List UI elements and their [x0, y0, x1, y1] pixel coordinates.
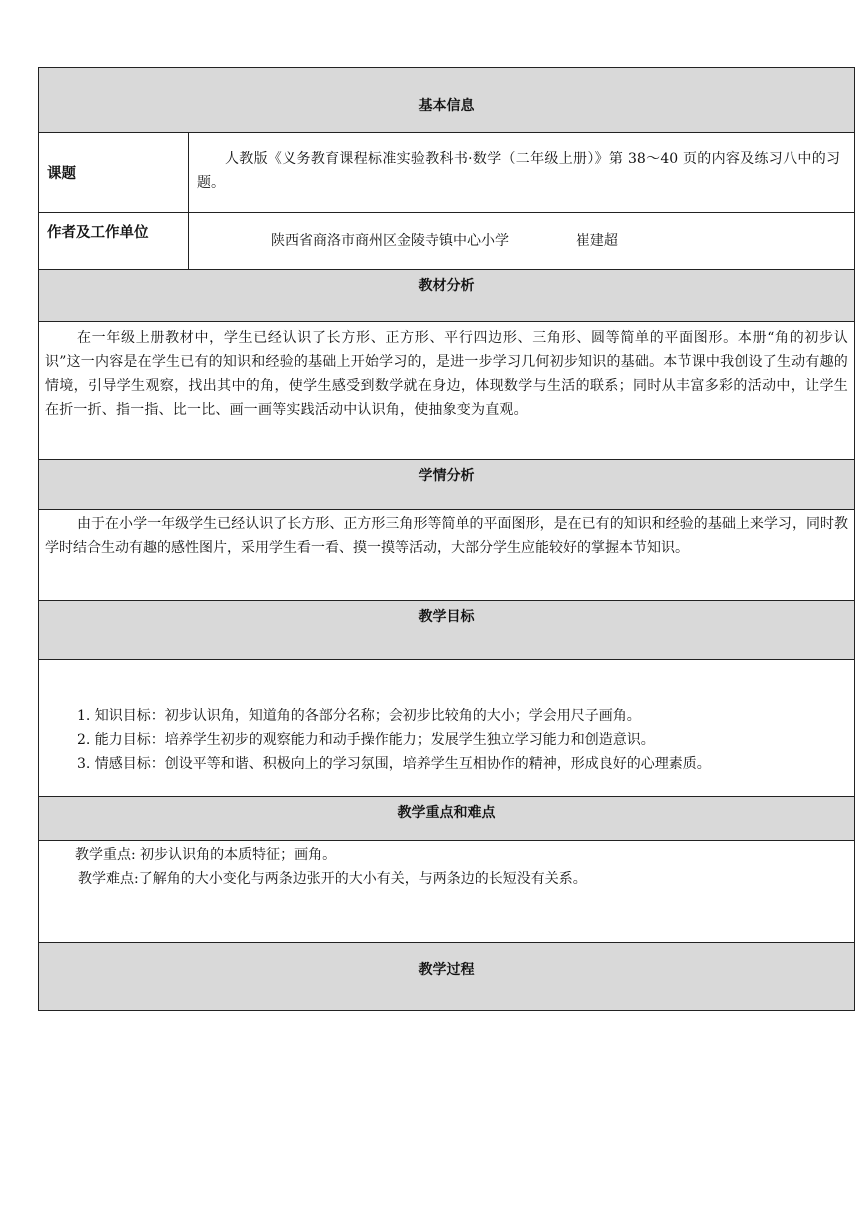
goal-item: 2. 能力目标：培养学生初步的观察能力和动手操作能力；发展学生独立学习能力和创造意识。: [77, 732, 655, 748]
section-title: 教学过程: [418, 962, 475, 978]
topic-value: 人教版《义务教育课程标准实验教科书·数学（二年级上册）》第 38～40 页的内容及练习八中的习题。: [197, 151, 840, 191]
lesson-plan-sheet: [38, 67, 854, 1011]
topic-label-cell: [39, 133, 189, 213]
section-teaching-goals: [39, 601, 855, 660]
section-learner-analysis: [39, 460, 855, 510]
learner-analysis-text: 由于在小学一年级学生已经认识了长方形、正方形三角形等简单的平面图形，是在已有的知识和经验的基础上来学习，同时教学时结合生动有趣的感性图片，采用学生看一看、摸一摸等活动，大部分学生应能较好的掌握本节知识。: [45, 516, 848, 556]
section-key-difficult: [39, 797, 855, 841]
topic-label: 课题: [47, 166, 76, 182]
author-value-cell: [189, 213, 855, 270]
learner-analysis-cell: [39, 510, 855, 601]
section-title: 学情分析: [418, 468, 475, 484]
key-difficult-cell: [39, 841, 855, 943]
topic-value-cell: [189, 133, 855, 213]
section-title: 基本信息: [418, 98, 475, 114]
textbook-analysis-text: 在一年级上册教材中，学生已经认识了长方形、正方形、平行四边形、三角形、圆等简单的平面图形。本册“角的初步认识”这一内容是在学生已有的知识和经验的基础上开始学习的，是进一步学习几何初步知识的基础。本节课中我创设了生动有趣的情境，引导学生观察，找出其中的角，使学生感受到数学就在身边，体现数学与生活的联系；同时从丰富多彩的活动中，让学生在折一折、指一指、比一比、画一画等实践活动中认识角，使抽象变为直观。: [45, 330, 848, 418]
key-point: 教学重点: 初步认识角的本质特征；画角。: [75, 847, 337, 863]
section-title: 教材分析: [418, 278, 475, 294]
section-textbook-analysis: [39, 270, 855, 322]
teaching-goals-cell: [39, 660, 855, 797]
textbook-analysis-cell: [39, 322, 855, 460]
section-title: 教学目标: [418, 609, 475, 625]
goal-item: 3. 情感目标：创设平等和谐、积极向上的学习氛围，培养学生互相协作的精神，形成良好的心理素质。: [77, 756, 711, 772]
author-label-cell: [39, 213, 189, 270]
goal-item: 1. 知识目标：初步认识角，知道角的各部分名称；会初步比较角的大小；学会用尺子画角。: [77, 708, 641, 724]
lesson-plan-table: [38, 67, 855, 1011]
section-teaching-process: [39, 943, 855, 1011]
author-name: 崔建超: [575, 233, 618, 249]
author-school: 陕西省商洛市商州区金陵寺镇中心小学: [271, 233, 509, 249]
section-title: 教学重点和难点: [397, 805, 496, 821]
author-label: 作者及工作单位: [47, 225, 149, 241]
section-basic-info: [39, 68, 855, 133]
difficult-point: 教学难点:了解角的大小变化与两条边张开的大小有关，与两条边的长短没有关系。: [78, 871, 587, 887]
